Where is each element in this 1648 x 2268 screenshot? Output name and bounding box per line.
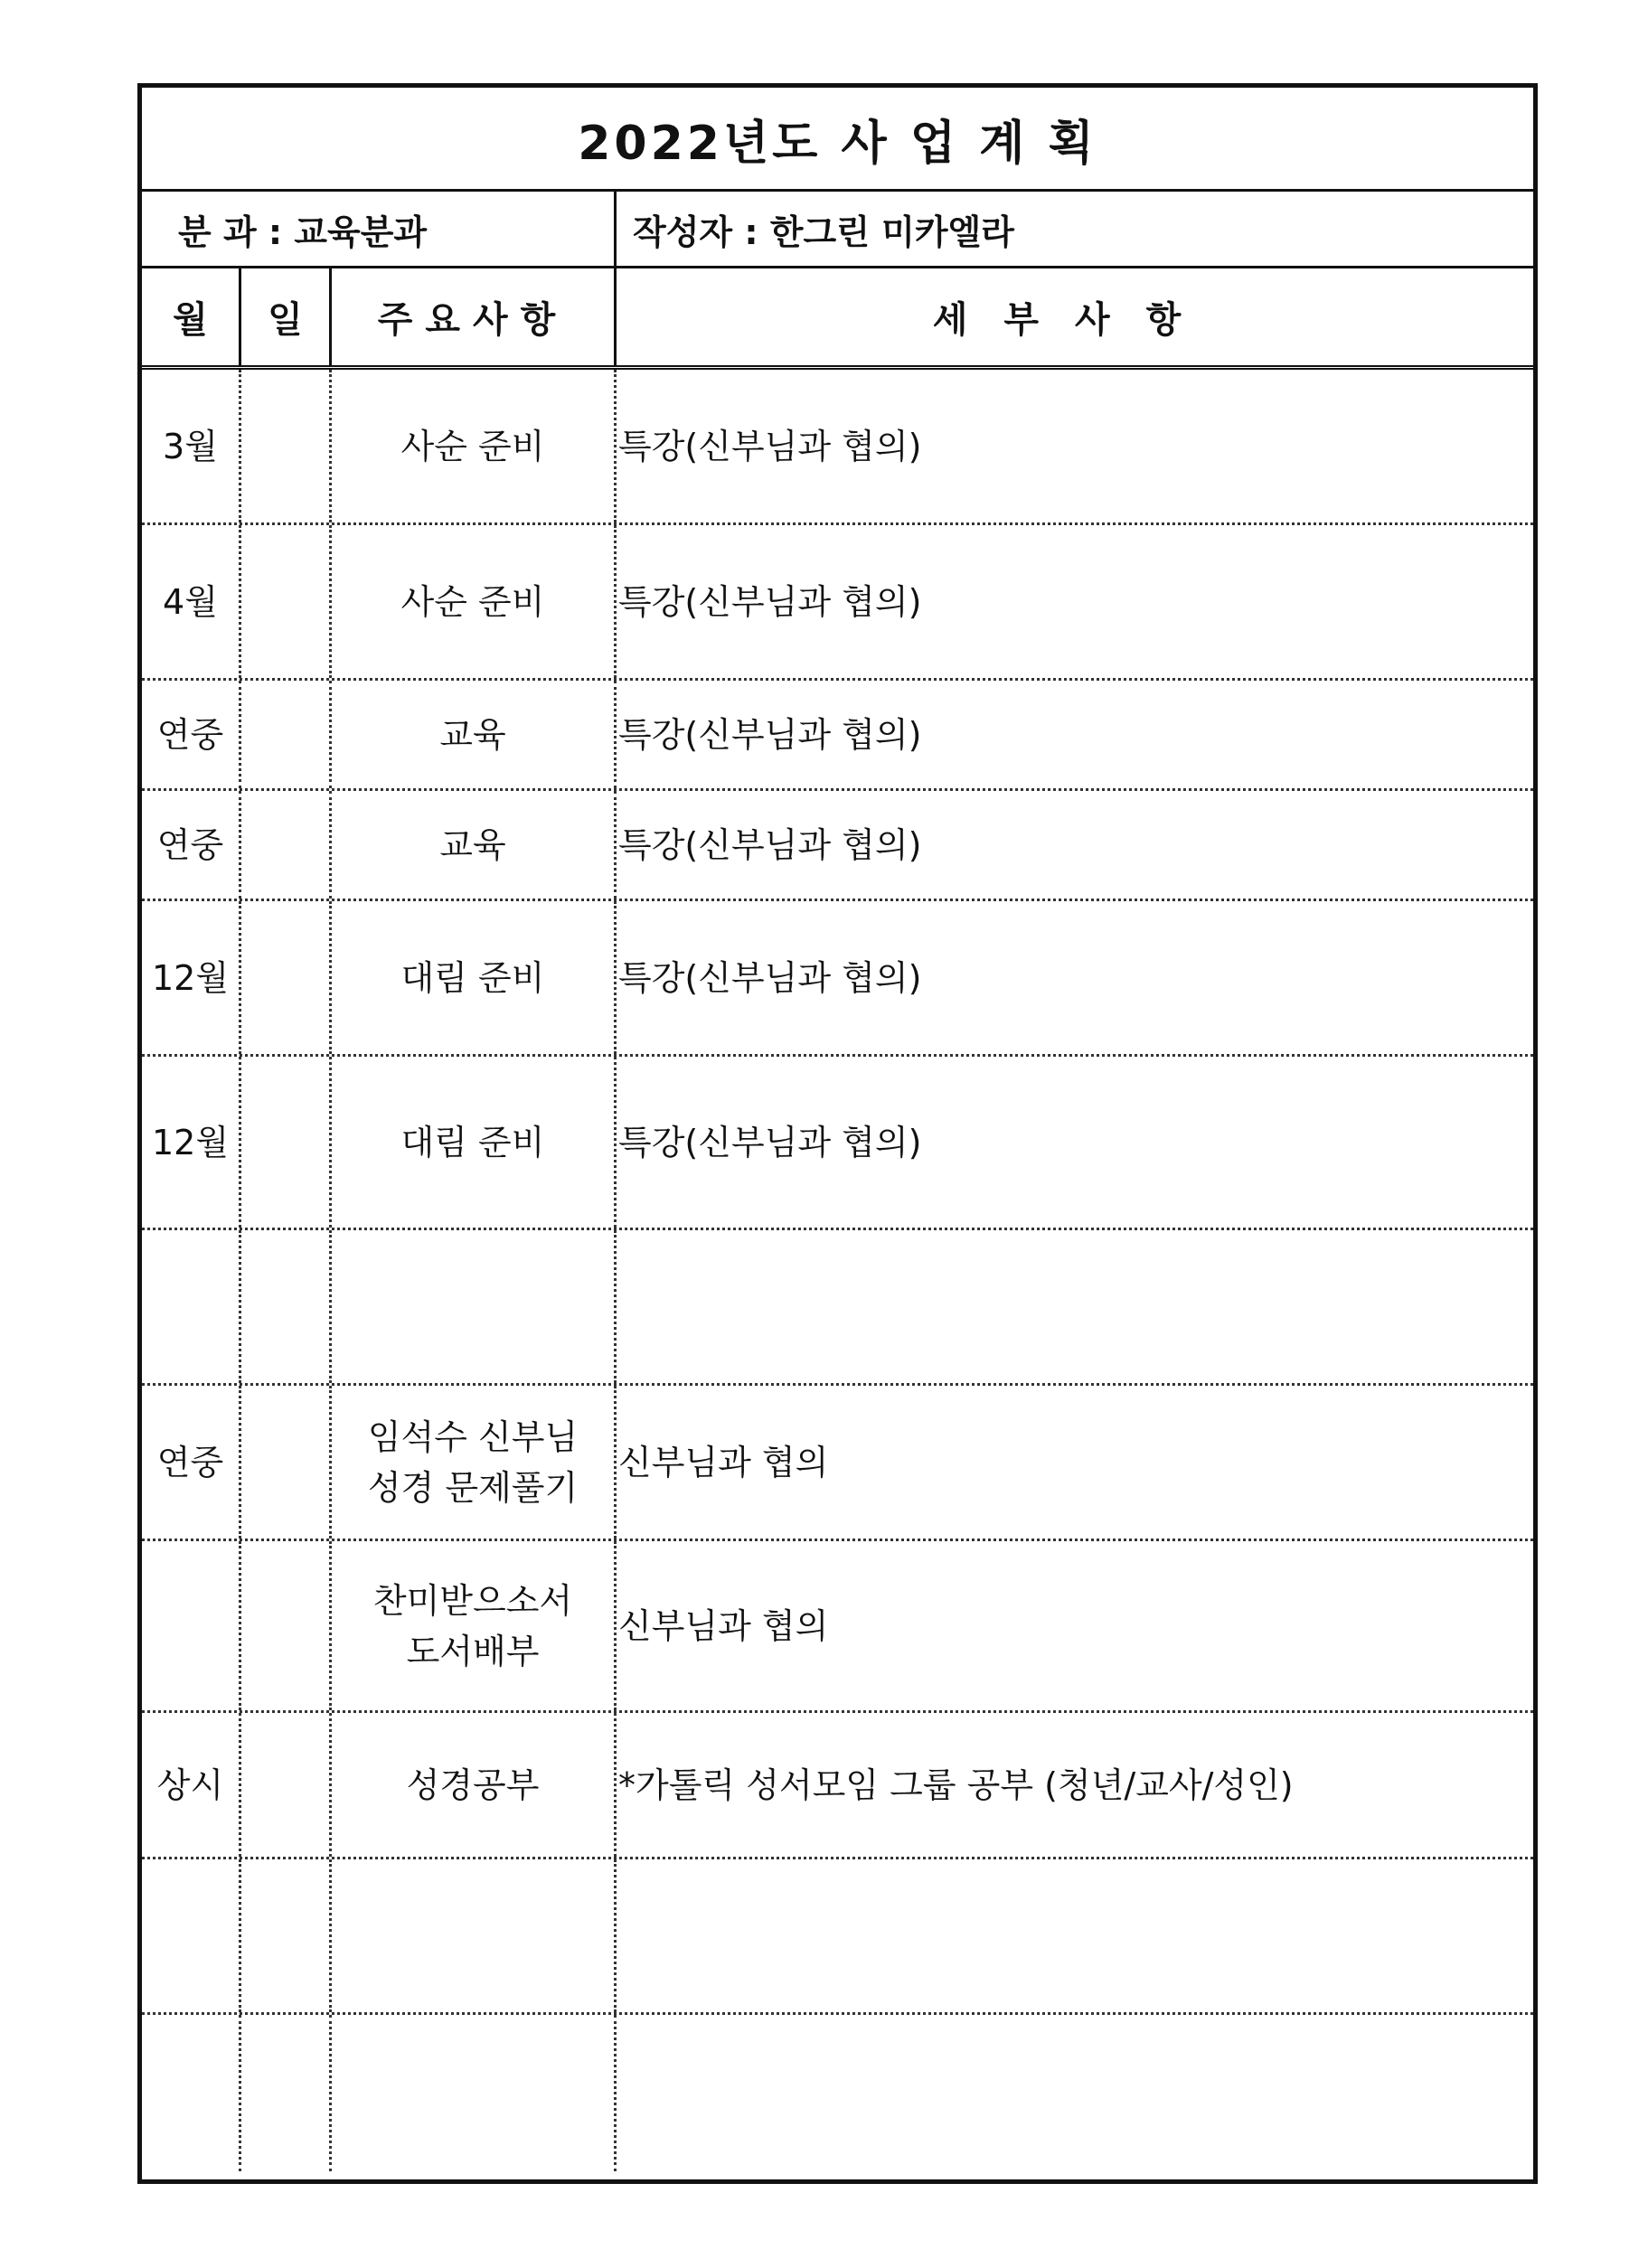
table-row — [142, 1859, 1533, 2015]
cell-main-line: 대림 준비 — [400, 1122, 545, 1162]
cell-detail — [617, 1230, 1533, 1383]
cell-main — [332, 1386, 617, 1539]
cell-main — [332, 901, 617, 1054]
cell-main — [332, 791, 617, 899]
cell-main — [332, 525, 617, 678]
cell-day — [241, 901, 332, 1054]
cell-month — [142, 1230, 241, 1383]
author-label: 작성자 : 한그린 미카엘라 — [633, 212, 1014, 252]
meta-row — [142, 192, 1533, 268]
cell-month: 연중 — [142, 681, 241, 788]
cell-detail: 특강(신부님과 협의) — [618, 426, 922, 466]
cell-detail: 특강(신부님과 협의) — [618, 1122, 922, 1162]
table-row — [142, 370, 1533, 525]
table-row — [142, 1230, 1533, 1386]
cell-detail: *가톨릭 성서모임 그룹 공부 (청년/교사/성인) — [618, 1765, 1294, 1805]
cell-day — [241, 2015, 332, 2171]
cell-main-line: 도서배부 — [406, 1631, 540, 1671]
table-row — [142, 1541, 1533, 1713]
header-day: 일 — [241, 268, 332, 365]
cell-main — [332, 1057, 617, 1228]
table-row — [142, 791, 1533, 901]
cell-day — [241, 1541, 332, 1710]
table-row — [142, 681, 1533, 791]
cell-month: 4월 — [142, 525, 241, 678]
table-row — [142, 1057, 1533, 1230]
cell-month — [142, 2015, 241, 2171]
cell-main-line: 교육 — [439, 714, 506, 755]
cell-day — [241, 1859, 332, 2012]
document-title: 2022년도 사 업 계 획 — [142, 88, 1533, 192]
table-row — [142, 525, 1533, 681]
cell-main — [332, 2015, 617, 2171]
cell-main-line: 교육 — [439, 824, 506, 865]
cell-day — [241, 1713, 332, 1857]
table-row — [142, 1386, 1533, 1541]
plan-sheet — [137, 83, 1538, 2184]
table-body — [142, 370, 1533, 2179]
header-detail: 세부사항 — [932, 299, 1218, 341]
table-header — [142, 268, 1533, 370]
cell-detail — [617, 1859, 1533, 2012]
cell-month: 연중 — [142, 791, 241, 899]
cell-month: 3월 — [142, 370, 241, 522]
cell-month — [142, 1541, 241, 1710]
header-main: 주요사항 — [332, 268, 617, 365]
cell-main — [332, 1859, 617, 2012]
cell-detail: 신부님과 협의 — [618, 1442, 829, 1482]
cell-detail: 특강(신부님과 협의) — [618, 714, 922, 755]
cell-main — [332, 370, 617, 522]
table-row — [142, 2015, 1533, 2171]
cell-main — [332, 1541, 617, 1710]
cell-main-line: 성경 문제풀기 — [367, 1467, 579, 1508]
header-month: 월 — [142, 268, 241, 365]
cell-detail: 특강(신부님과 협의) — [618, 824, 922, 865]
cell-month: 연중 — [142, 1386, 241, 1539]
cell-main — [332, 1230, 617, 1383]
cell-day — [241, 1386, 332, 1539]
cell-month — [142, 1859, 241, 2012]
cell-detail: 신부님과 협의 — [618, 1605, 829, 1646]
cell-main-line: 대림 준비 — [400, 957, 545, 998]
cell-detail: 특강(신부님과 협의) — [618, 957, 922, 998]
department-label: 분 과 : 교육분과 — [142, 192, 617, 266]
cell-day — [241, 1057, 332, 1228]
cell-main — [332, 681, 617, 788]
cell-detail: 특강(신부님과 협의) — [618, 581, 922, 622]
cell-main-line: 찬미받으소서 — [372, 1580, 573, 1621]
cell-month: 상시 — [142, 1713, 241, 1857]
cell-day — [241, 1230, 332, 1383]
cell-detail — [617, 2015, 1533, 2171]
table-row — [142, 901, 1533, 1057]
cell-month: 12월 — [142, 901, 241, 1054]
cell-day — [241, 525, 332, 678]
cell-day — [241, 370, 332, 522]
cell-main-line: 사순 준비 — [400, 581, 545, 622]
cell-day — [241, 791, 332, 899]
cell-month: 12월 — [142, 1057, 241, 1228]
cell-main-line: 임석수 신부님 — [367, 1416, 579, 1457]
cell-day — [241, 681, 332, 788]
cell-main-line: 사순 준비 — [400, 426, 545, 466]
cell-main — [332, 1713, 617, 1857]
table-row — [142, 1713, 1533, 1859]
cell-main-line: 성경공부 — [406, 1765, 540, 1805]
